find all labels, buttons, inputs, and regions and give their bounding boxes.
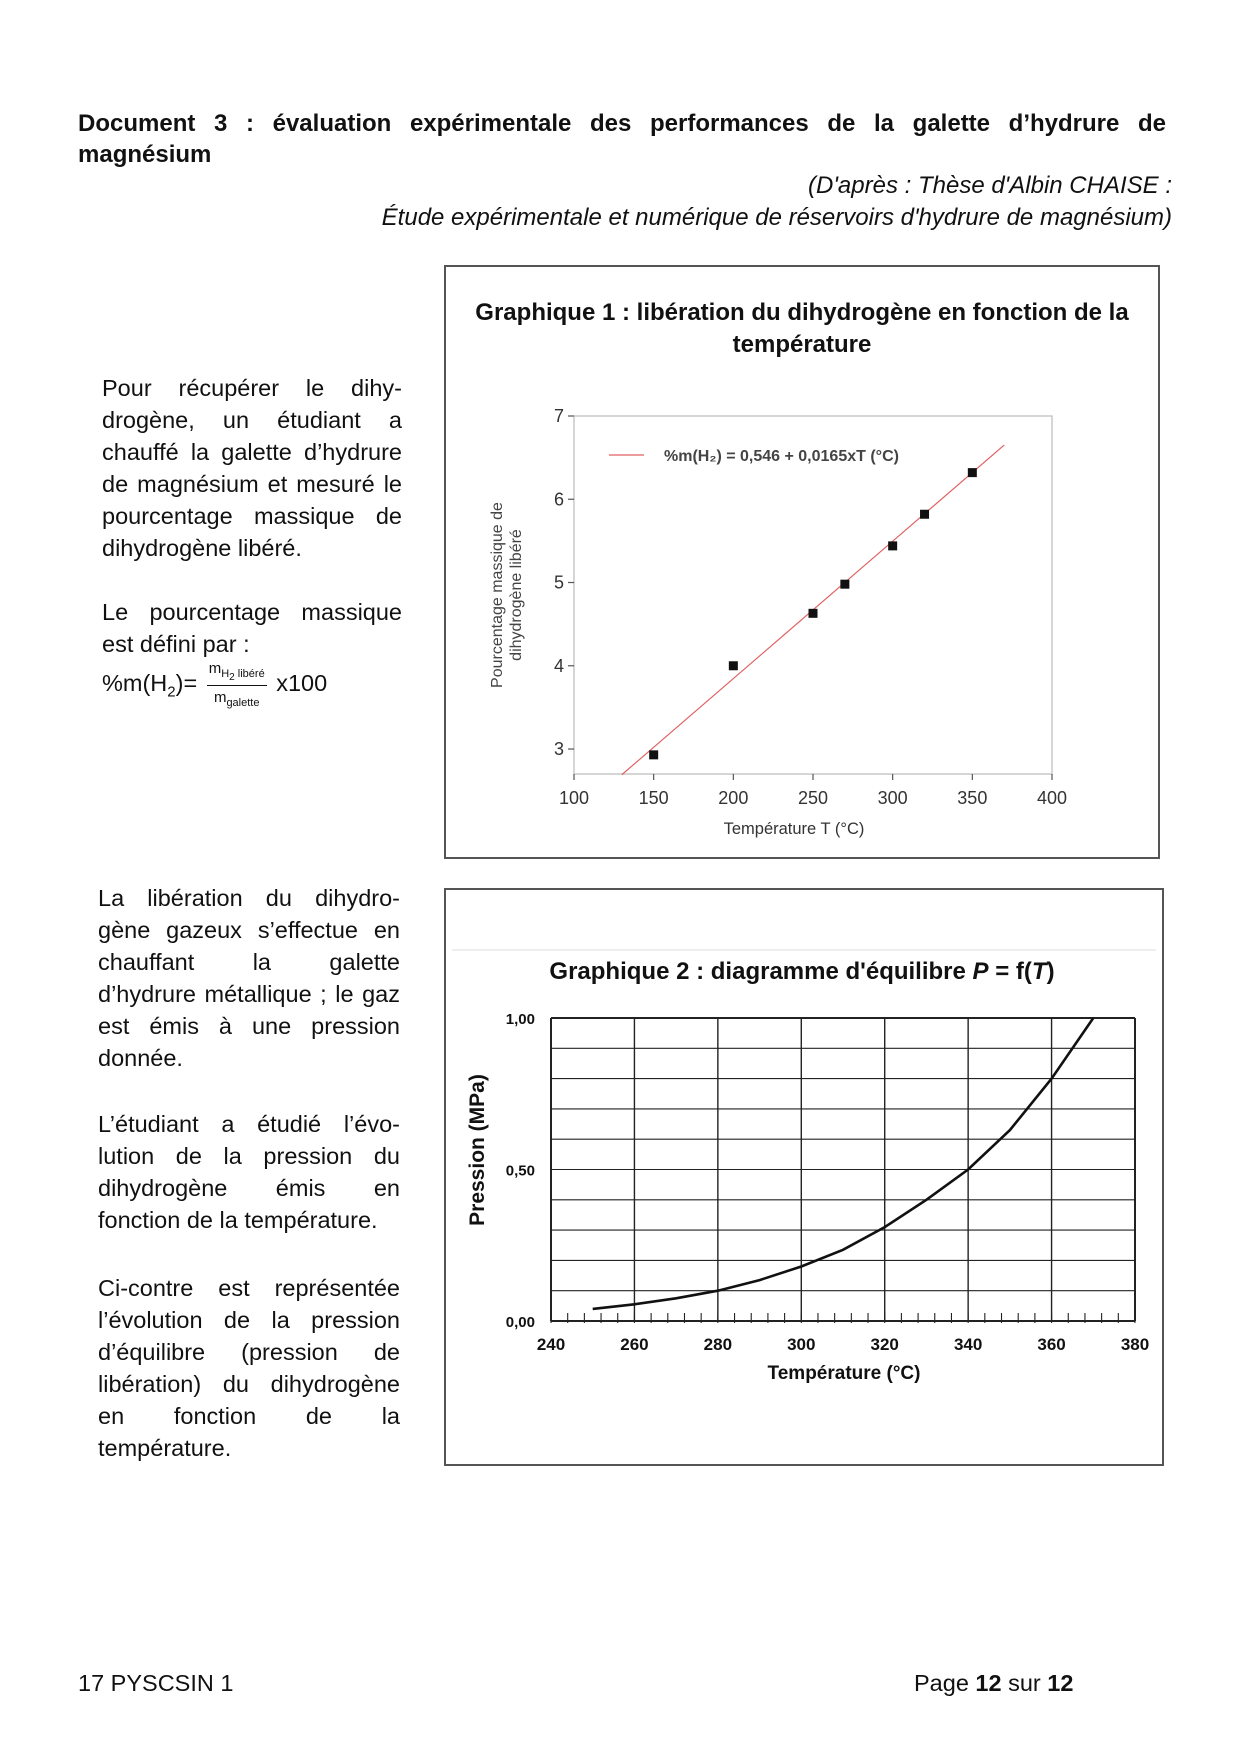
chart-1-x-tick-label: 300 [877, 788, 908, 808]
formula-fraction [207, 660, 267, 709]
chart-1-x-tick-label: 150 [638, 788, 669, 808]
chart-2-y-tick-label: 1,00 [505, 1011, 535, 1028]
chart-1-data-point [809, 609, 818, 618]
footer-page-number: Page 12 sur 12 [914, 1670, 1074, 1696]
chart-1-x-label: Température T (°C) [723, 820, 865, 838]
chart-2-title: Graphique 2 : diagramme d'équilibre P = f(T) [549, 958, 1055, 985]
chart-2-x-tick-label: 380 [1120, 1335, 1150, 1354]
formula-numerator: $m_{H_2 libéré}$ [207, 660, 267, 686]
chart-1-plot [446, 267, 1158, 857]
chart-2-x-tick-label: 280 [703, 1335, 733, 1354]
definition-paragraph: Le pourcentage massique est défini par : [102, 599, 402, 657]
chart-2-y-tick-label: 0,50 [505, 1162, 535, 1180]
chart-1-data-point [888, 541, 897, 550]
chart-1-y-label-line-1: Pourcentage massique de [489, 502, 506, 688]
chart-1-data-point [649, 750, 658, 759]
chart-1-frame [444, 265, 1160, 859]
formula-denominator: $m_{galette}$ [213, 689, 260, 710]
chart-2-grid [551, 1018, 1135, 1321]
chart-2-y-label: Pression (MPa) [466, 1074, 489, 1226]
chart-1-data-point [968, 468, 977, 477]
chart-2-x-tick-label: 260 [620, 1335, 649, 1354]
chart-1-y-axis [554, 406, 574, 759]
equilibrium-paragraph: Ci-contre est représentée l’évolution de la pression d’équilibre (pression de libération) du dihydrogène en fonction de la température. [98, 1275, 400, 1461]
chart-1-legend-label: %m(H₂) = 0,546 + 0,0165xT (°C) [664, 448, 899, 465]
source-line-2: Étude expérimentale et numérique de réservoirs d'hydrure de magnésium) [381, 204, 1172, 231]
release-paragraph: La libération du dihydro-gène gazeux s’effectue en chauffant la galette d’hydrure métallique ; le gaz est émis à une pression donnée. [98, 885, 400, 1071]
chart-2-y-axis [506, 1011, 535, 1331]
chart-1-y-label-line-2: dihydrogène libéré [508, 529, 525, 661]
chart-1-x-tick-label: 400 [1036, 788, 1068, 808]
footer-code: 17 PYSCSIN 1 [78, 1670, 234, 1696]
chart-1-data-point [729, 661, 738, 670]
source-citation [212, 170, 1172, 234]
chart-1-x-tick-label: 100 [558, 788, 590, 808]
source-line-1: (D'après : Thèse d'Albin CHAISE : [808, 172, 1172, 199]
formula-factor: x100 [276, 669, 328, 696]
chart-1-data-point [840, 580, 849, 589]
chart-1-y-tick-label: 5 [553, 572, 564, 593]
chart-2-x-tick-label: 320 [870, 1335, 899, 1354]
chart-1-title: Graphique 1 : libération du dihydrogène en fonction de la température [475, 299, 1129, 358]
chart-1-x-tick-label: 200 [718, 788, 749, 808]
chart-1-y-tick-label: 6 [553, 489, 564, 510]
chart-2-x-label: Température (°C) [767, 1363, 921, 1384]
chart-1-x-tick-label: 350 [957, 788, 988, 808]
chart-2-x-tick-label: 240 [536, 1335, 566, 1354]
chart-2-x-tick-label: 340 [953, 1335, 983, 1354]
chart-1-y-tick-label: 7 [553, 406, 564, 426]
chart-1-y-tick-label: 4 [553, 655, 564, 676]
study-paragraph: L’étudiant a étudié l’évo-lution de la pression du dihydrogène émis en fonction de la température. [98, 1111, 400, 1233]
chart-2-plot [446, 890, 1162, 1464]
chart-1-data-point [920, 510, 929, 519]
formula-lhs: $\%m(H_2)=$ [102, 669, 198, 701]
chart-2-frame [444, 888, 1164, 1466]
mass-percentage-formula [102, 660, 432, 720]
chart-1-y-tick-label: 3 [553, 739, 564, 760]
chart-2-y-tick-label: 0,00 [505, 1314, 535, 1331]
chart-2-x-axis [537, 1335, 1149, 1354]
chart-1-plot-area [574, 416, 1052, 774]
chart-1-x-tick-label: 250 [797, 788, 829, 808]
chart-2-x-tick-label: 300 [787, 1335, 816, 1354]
chart-2-x-tick-label: 360 [1037, 1335, 1066, 1354]
document-title: Document 3 : évaluation expérimentale des performances de la galette d’hydrure de magnésium [78, 110, 1166, 168]
chart-1-x-axis [559, 774, 1067, 808]
intro-paragraph: Pour récupérer le dihy-drogène, un étudiant a chauffé la galette d’hydrure de magnésium et mesuré le pourcentage massique de dihydrogène libéré. [102, 375, 402, 561]
chart-2-curve [593, 1018, 1094, 1309]
